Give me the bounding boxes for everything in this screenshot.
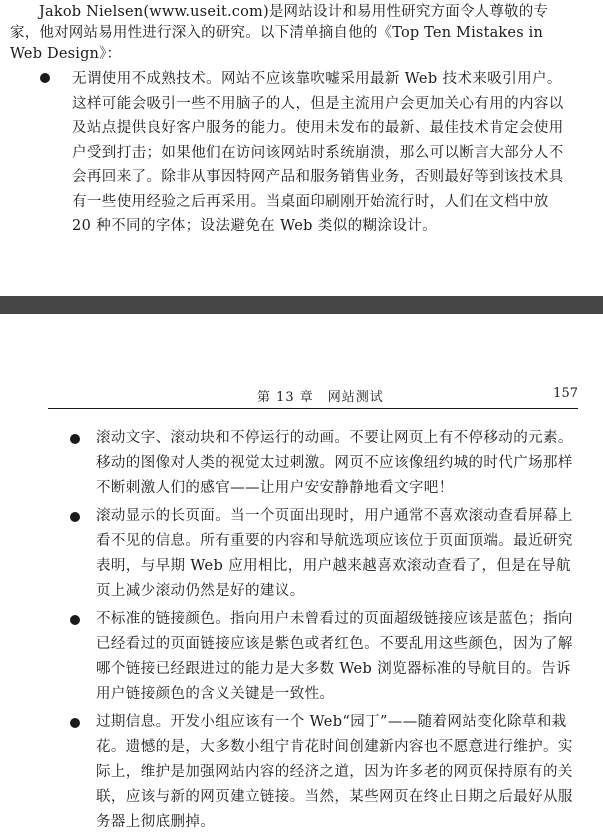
bullet-icon: [70, 434, 80, 444]
list-item: [70, 710, 580, 835]
bullet-icon: [70, 718, 80, 728]
bullet-list: [70, 426, 580, 838]
intro-paragraph: Jakob Nielsen(www.useit.com)是网站设计和易用性研究方面令人尊敬的专家，他对网站易用性进行深入的研究。以下清单摘自他的《Top Ten Mistakes in Web Design》：: [10, 4, 549, 62]
list-item: [70, 607, 580, 707]
list-item-text: 滚动文字、滚动块和不停运行的动画。不要让网页上有不停移动的元素。移动的图像对人类的视觉太过刺激。网页不应该像纽约城的时代广场那样不断刺激人们的感官——让用户安安静静地看文字吧！: [96, 430, 573, 496]
page-number: 157: [553, 386, 578, 401]
chapter-title: 第 13 章 网站测试: [257, 390, 384, 405]
running-header: [48, 386, 578, 409]
list-item-text: 不标准的链接颜色。指向用户未曾看过的页面超级链接应该是蓝色；指向已经看过的页面链接应该是紫色或者红色。不要乱用这些颜色，因为了解哪个链接已经跟进过的能力是大多数 Web 浏览器标准的导航目的。告诉用户链接颜色的含义关键是一致性。: [96, 611, 573, 702]
list-item: [70, 504, 580, 604]
page-separator: [0, 296, 603, 314]
bullet-icon: [40, 73, 50, 83]
list-item-text: 滚动显示的长页面。当一个页面出现时，用户通常不喜欢滚动查看屏幕上看不见的信息。所有重要的内容和导航选项应该位于页面顶端。最近研究表明，与早期 Web 应用相比，用户越来越喜欢滚动查看了，但是在导航页上减少滚动仍然是好的建议。: [96, 508, 573, 599]
list-item: [70, 426, 580, 501]
list-item-text: 无谓使用不成熟技术。网站不应该靠吹嘘采用最新 Web 技术来吸引用户。这样可能会吸引一些不用脑子的人，但是主流用户会更加关心有用的内容以及站点提供良好客户服务的能力。使用未发布的最新、最佳技术肯定会使用户受到打击；如果他们在访问该网站时系统崩溃，那么可以断言大部分人不会再回来了。除非从事因特网产品和服务销售业务，否则最好等到该技术具有一些使用经验之后再采用。当桌面印刷刚开始流行时，人们在文档中放 20 种不同的字体；设法避免在 Web 类似的糊涂设计。: [72, 71, 564, 234]
top-list-item: [40, 67, 570, 239]
bullet-icon: [70, 512, 80, 522]
bullet-icon: [70, 615, 80, 625]
list-item-text: 过期信息。开发小组应该有一个 Web“园丁”——随着网站变化除草和栽花。遗憾的是，大多数小组宁肯花时间创建新内容也不愿意进行维护。实际上，维护是加强网站内容的经济之道，因为许多老的网页保持原有的关联，应该与新的网页建立链接。当然，某些网页在终止日期之后最好从服务器上彻底删掉。: [96, 714, 573, 830]
